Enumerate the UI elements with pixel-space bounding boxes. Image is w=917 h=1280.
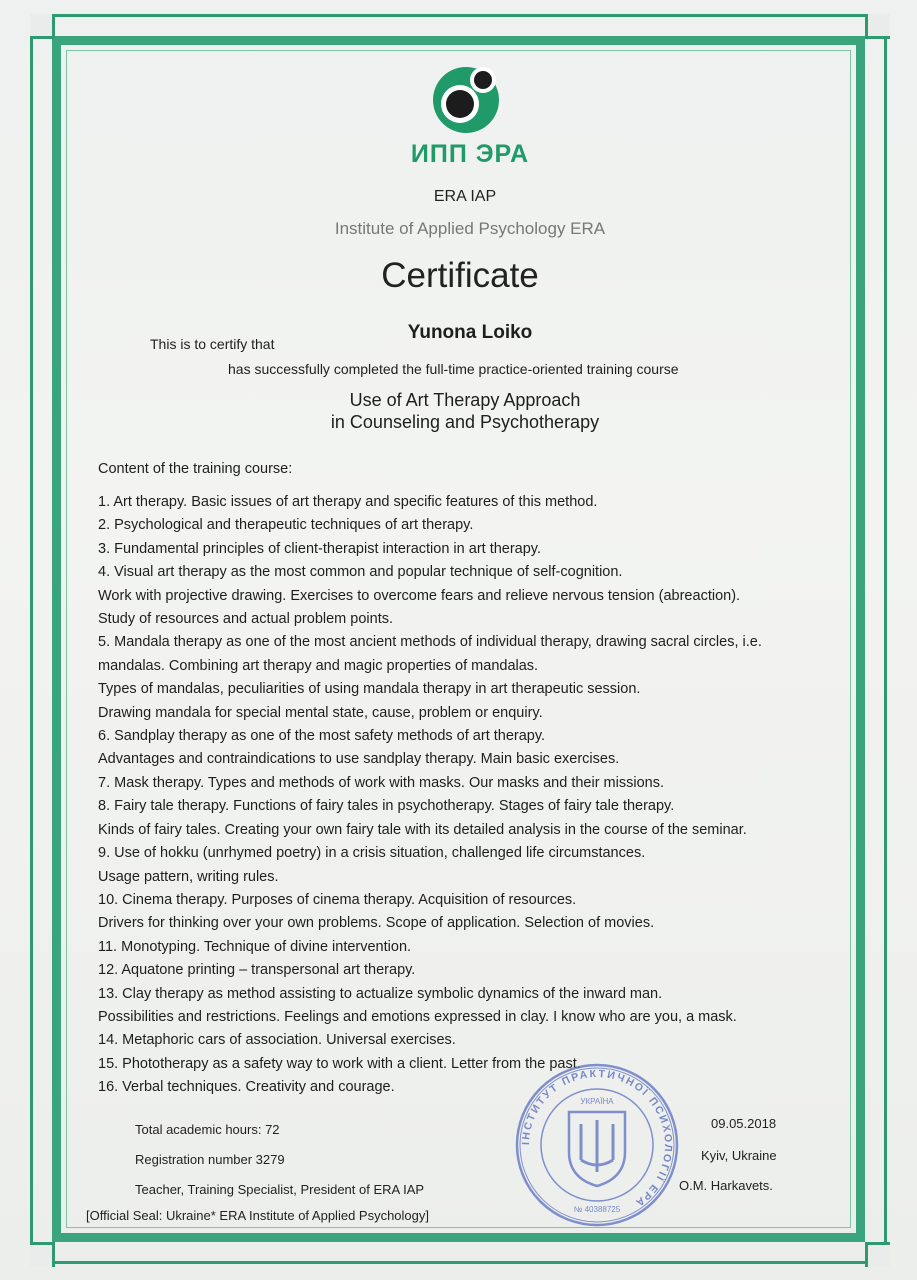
content-line: 7. Mask therapy. Types and methods of work with masks. Our masks and their missions. <box>98 774 664 791</box>
official-seal-icon <box>507 1060 687 1230</box>
issue-date: 09.05.2018 <box>711 1116 777 1131</box>
seal-code-text: № 40388725 <box>573 1205 621 1214</box>
recipient-name: Yunona Loiko <box>407 322 533 343</box>
course-content-list <box>98 491 858 1100</box>
content-line: 11. Monotyping. Technique of divine intervention. <box>98 938 412 955</box>
content-line: 9. Use of hokku (unrhymed poetry) in a crisis situation, challenged life circumstances. <box>98 845 646 862</box>
content-line: Drivers for thinking over your own problems. Scope of application. Selection of movies. <box>98 915 655 932</box>
border-corner-bottom-left <box>30 1242 55 1267</box>
era-logo-icon <box>428 62 508 134</box>
content-line: mandalas. Combining art therapy and magic properties of mandalas. <box>98 657 539 674</box>
organization-full-name: Institute of Applied Psychology ERA <box>334 219 606 238</box>
content-heading: Content of the training course: <box>98 461 293 477</box>
content-line: 5. Mandala therapy as one of the most ancient methods of individual therapy, drawing sacral circles, i.e. <box>98 634 762 651</box>
border-corner-top-right <box>865 14 890 39</box>
official-seal-note: [Official Seal: Ukraine* ERA Institute of Applied Psychology] <box>86 1208 429 1223</box>
content-line: Advantages and contraindications to use sandplay therapy. Main basic exercises. <box>98 751 620 768</box>
content-line: 10. Cinema therapy. Purposes of cinema therapy. Acquisition of resources. <box>98 891 577 908</box>
border-corner-top-left <box>30 14 55 39</box>
course-title <box>260 389 670 433</box>
content-line: Study of resources and actual problem points. <box>98 611 393 628</box>
total-hours: Total academic hours: 72 <box>135 1122 280 1137</box>
content-line: 3. Fundamental principles of client-therapist interaction in art therapy. <box>98 540 542 557</box>
seal-inner-text: УКРАЇНА <box>580 1097 614 1106</box>
organization-short-name: ERA IAP <box>433 188 497 205</box>
course-title-line-1: Use of Art Therapy Approach <box>349 390 581 410</box>
teacher-title: Teacher, Training Specialist, President of ERA IAP <box>135 1182 425 1197</box>
content-line: 15. Phototherapy as a safety way to work with a client. Letter from the past. <box>98 1055 581 1072</box>
content-line: 6. Sandplay therapy as one of the most safety methods of art therapy. <box>98 728 546 745</box>
content-line: 14. Metaphoric cars of association. Universal exercises. <box>98 1032 456 1049</box>
certificate-title: Certificate <box>381 256 539 295</box>
course-title-line-2: in Counseling and Psychotherapy <box>330 412 600 432</box>
registration-number: Registration number 3279 <box>135 1152 285 1167</box>
content-line: 2. Psychological and therapeutic techniques of art therapy. <box>98 517 474 534</box>
content-line: 16. Verbal techniques. Creativity and courage. <box>98 1079 395 1096</box>
border-corner-bottom-right <box>865 1242 890 1267</box>
completed-text: has successfully completed the full-time practice-oriented training course <box>228 361 679 377</box>
content-line: Work with projective drawing. Exercises to overcome fears and relieve nervous tension (abreaction). <box>98 587 741 604</box>
signatory-name: O.M. Harkavets. <box>679 1178 773 1193</box>
content-line: 1. Art therapy. Basic issues of art therapy and specific features of this method. <box>98 494 598 510</box>
content-line: 13. Clay therapy as method assisting to actualize symbolic dynamics of the inward man. <box>98 985 663 1002</box>
issue-city: Kyiv, Ukraine <box>701 1148 777 1163</box>
content-line: 12. Aquatone printing – transpersonal art therapy. <box>98 962 416 979</box>
seal-ring-text: ІНСТИТУТ ПРАКТИЧНОЇ ПСИХОЛОГІЇ ЕРА <box>519 1067 675 1210</box>
certify-text: This is to certify that <box>150 336 275 352</box>
content-line: Types of mandalas, peculiarities of using mandala therapy in art therapeutic session. <box>98 681 641 698</box>
content-line: Usage pattern, writing rules. <box>98 868 279 885</box>
content-line: 4. Visual art therapy as the most common and popular technique of self-cognition. <box>98 564 623 581</box>
logo-wordmark: ИПП ЭРА <box>410 140 530 168</box>
content-line: 8. Fairy tale therapy. Functions of fairy tales in psychotherapy. Stages of fairy tale therapy. <box>98 798 675 815</box>
content-line: Kinds of fairy tales. Creating your own fairy tale with its detailed analysis in the course of the seminar. <box>98 821 747 838</box>
content-line: Drawing mandala for special mental state, cause, problem or enquiry. <box>98 704 543 721</box>
content-line: Possibilities and restrictions. Feelings and emotions expressed in clay. I know who are you, a mask. <box>98 1008 737 1025</box>
